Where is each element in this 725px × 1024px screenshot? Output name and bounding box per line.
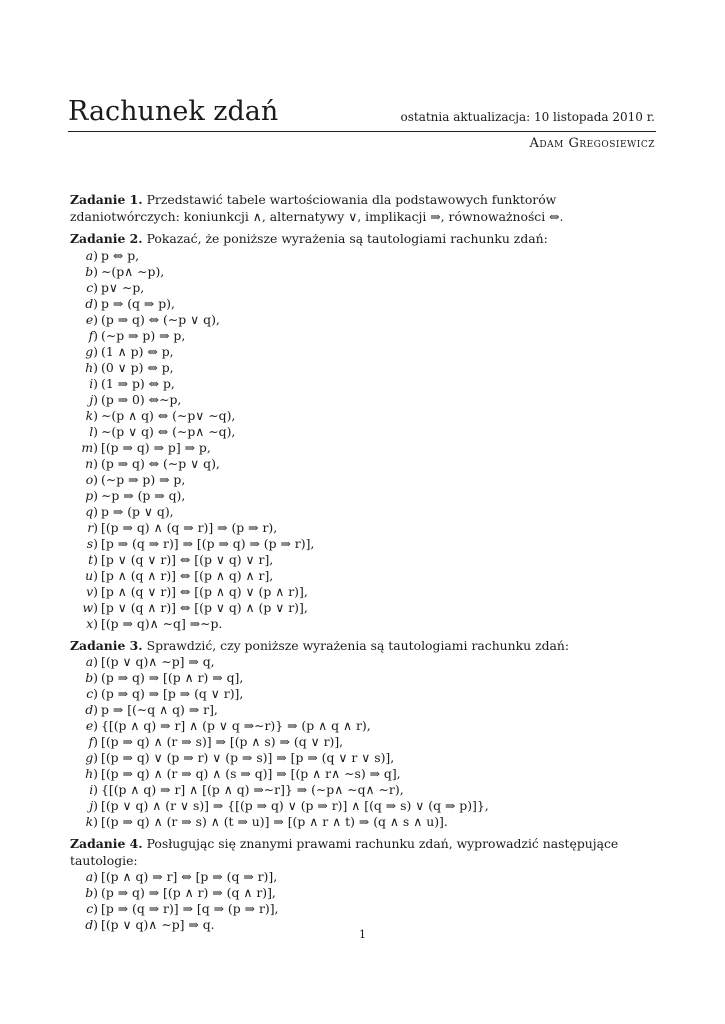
item-expression: (p ⇒ q) ⇔ (∼p ∨ q), bbox=[101, 455, 220, 471]
document-title: Rachunek zdań bbox=[68, 96, 279, 127]
expression-item bbox=[70, 552, 660, 568]
item-expression: [(p ∧ q) ⇒ r] ⇔ [p ⇒ (q ⇒ r)], bbox=[101, 869, 278, 884]
item-label: a ) bbox=[70, 869, 98, 885]
item-label: j ) bbox=[70, 798, 98, 814]
item-expression: p ⇒ [(∼q ∧ q) ⇒ r], bbox=[101, 702, 218, 717]
expression-item bbox=[70, 734, 660, 750]
expression-item bbox=[70, 686, 660, 702]
task-4 bbox=[70, 836, 660, 933]
expression-item bbox=[70, 766, 660, 782]
item-expression: p ⇒ (q ⇒ p), bbox=[101, 295, 175, 311]
expression-item bbox=[70, 782, 660, 798]
item-expression: [p ⇒ (q ⇒ r)] ⇒ [(p ⇒ q) ⇒ (p ⇒ r)], bbox=[101, 535, 315, 551]
item-label: b ) bbox=[70, 885, 98, 901]
expression-item bbox=[70, 248, 660, 264]
expression-item bbox=[70, 504, 660, 520]
expression-item bbox=[70, 488, 660, 504]
item-expression: ∼p ⇒ (p ⇒ q), bbox=[101, 487, 186, 503]
item-label: n ) bbox=[70, 456, 98, 472]
item-expression: (p ⇒ q) ⇔ (∼p ∨ q), bbox=[101, 311, 220, 327]
item-label: d ) bbox=[70, 296, 98, 312]
item-label: e ) bbox=[70, 312, 98, 328]
expression-item bbox=[70, 869, 660, 885]
item-label: s ) bbox=[70, 536, 98, 552]
item-expression: (1 ∧ p) ⇔ p, bbox=[101, 343, 174, 359]
item-expression: [p ∧ (q ∧ r)] ⇔ [(p ∧ q) ∧ r], bbox=[101, 567, 274, 583]
item-expression: [p ∨ (q ∧ r)] ⇔ [(p ∨ q) ∧ (p ∨ r)], bbox=[101, 599, 308, 615]
item-expression: [p ∧ (q ∨ r)] ⇔ [(p ∧ q) ∨ (p ∧ r)], bbox=[101, 583, 308, 599]
item-expression: (1 ⇒ p) ⇔ p, bbox=[101, 375, 175, 391]
expression-item bbox=[70, 264, 660, 280]
expression-item bbox=[70, 280, 660, 296]
expression-item bbox=[70, 360, 660, 376]
expression-list bbox=[70, 869, 660, 933]
item-expression: [(p ⇒ q) ∧ (r ⇒ s)] ⇒ [(p ∧ s) ⇒ (q ∨ r)], bbox=[101, 734, 344, 749]
item-label: c ) bbox=[70, 901, 98, 917]
expression-list bbox=[70, 248, 660, 632]
item-expression: p ⇒ (p ∨ q), bbox=[101, 503, 174, 519]
expression-item bbox=[70, 520, 660, 536]
expression-item bbox=[70, 750, 660, 766]
expression-item bbox=[70, 718, 660, 734]
item-label: k ) bbox=[70, 814, 98, 830]
item-label: o ) bbox=[70, 472, 98, 488]
item-label: b ) bbox=[70, 670, 98, 686]
expression-item bbox=[70, 584, 660, 600]
task-text: Pokazać, że poniższe wyrażenia są tautologiami rachunku zdań: bbox=[146, 231, 548, 246]
item-label: b ) bbox=[70, 264, 98, 280]
item-expression: p∨ ∼p, bbox=[101, 279, 145, 295]
task-text: Sprawdzić, czy poniższe wyrażenia są tautologiami rachunku zdań: bbox=[146, 637, 570, 653]
item-label: i ) bbox=[70, 782, 98, 798]
item-label: h ) bbox=[70, 766, 98, 782]
item-expression: [(p ∨ q)∧ ∼p] ⇒ q. bbox=[101, 917, 215, 932]
item-expression: {[(p ∧ q) ⇒ r] ∧ (p ∨ q ⇒∼r)} ⇒ (p ∧ q ∧ r), bbox=[101, 718, 371, 733]
expression-item bbox=[70, 654, 660, 670]
item-expression: [(p ⇒ q) ∧ (r ⇒ s) ∧ (t ⇒ u)] ⇒ [(p ∧ r ∧ t) ⇒ (q ∧ s ∧ u)]. bbox=[101, 814, 448, 829]
expression-item bbox=[70, 814, 660, 830]
item-label: a ) bbox=[70, 654, 98, 670]
task-label: Zadanie 4. bbox=[70, 836, 143, 851]
expression-item bbox=[70, 901, 660, 917]
item-label: d ) bbox=[70, 702, 98, 718]
task-label: Zadanie 2. bbox=[70, 231, 143, 246]
expression-item bbox=[70, 885, 660, 901]
expression-item bbox=[70, 376, 660, 392]
item-label: w ) bbox=[70, 600, 98, 616]
item-label: t ) bbox=[70, 552, 98, 568]
expression-item bbox=[70, 456, 660, 472]
item-label: c ) bbox=[70, 686, 98, 702]
task-list bbox=[70, 192, 660, 939]
expression-list bbox=[70, 654, 660, 830]
item-label: k ) bbox=[70, 408, 98, 424]
item-label: v ) bbox=[70, 584, 98, 600]
item-label: l ) bbox=[70, 424, 98, 440]
expression-item bbox=[70, 312, 660, 328]
expression-item bbox=[70, 568, 660, 584]
expression-item bbox=[70, 536, 660, 552]
expression-item bbox=[70, 702, 660, 718]
expression-item bbox=[70, 344, 660, 360]
item-label: g ) bbox=[70, 344, 98, 360]
expression-item bbox=[70, 798, 660, 814]
item-expression: (∼p ⇒ p) ⇒ p, bbox=[101, 327, 186, 343]
item-expression: [(p ∨ q)∧ ∼p] ⇒ q, bbox=[101, 654, 215, 669]
header-rule bbox=[68, 131, 656, 132]
expression-item bbox=[70, 440, 660, 456]
item-label: p ) bbox=[70, 488, 98, 504]
task-label: Zadanie 1. bbox=[70, 192, 143, 207]
item-expression: [(p ∨ q) ∧ (r ∨ s)] ⇒ {[(p ⇒ q) ∨ (p ⇒ r)] ∧ [(q ⇒ s) ∨ (q ⇒ p)]}, bbox=[101, 798, 489, 813]
item-expression: ∼(p ∨ q) ⇔ (∼p∧ ∼q), bbox=[101, 423, 236, 439]
item-expression: (p ⇒ q) ⇒ [p ⇒ (q ∨ r)], bbox=[101, 686, 244, 701]
expression-item bbox=[70, 424, 660, 440]
task-1 bbox=[70, 192, 660, 225]
expression-item bbox=[70, 328, 660, 344]
expression-item bbox=[70, 600, 660, 616]
expression-item bbox=[70, 408, 660, 424]
item-label: j ) bbox=[70, 392, 98, 408]
item-label: q ) bbox=[70, 504, 98, 520]
task-text: Przedstawić tabele wartościowania dla podstawowych funktorów zdaniotwórczych: koniunkcji ∧, alternatywy ∨, implikacji ⇒, równoważności ⇔. bbox=[70, 192, 564, 224]
item-expression: p ⇔ p, bbox=[101, 247, 140, 263]
item-expression: (0 ∨ p) ⇔ p, bbox=[101, 359, 174, 375]
item-expression: {[(p ∧ q) ⇒ r] ∧ [(p ∧ q) ⇒∼r]} ⇒ (∼p∧ ∼q∧ ∼r), bbox=[101, 782, 404, 797]
item-label: f ) bbox=[70, 734, 98, 750]
author-name: Adam Gregosiewicz bbox=[529, 136, 655, 151]
item-expression: [(p ⇒ q) ⇒ p] ⇒ p, bbox=[101, 439, 211, 455]
item-label: e ) bbox=[70, 718, 98, 734]
item-expression: (p ⇒ 0) ⇔∼p, bbox=[101, 391, 182, 407]
item-label: f ) bbox=[70, 328, 98, 344]
item-label: i ) bbox=[70, 376, 98, 392]
expression-item bbox=[70, 670, 660, 686]
item-expression: [p ∨ (q ∨ r)] ⇔ [(p ∨ q) ∨ r], bbox=[101, 551, 274, 567]
item-expression: [(p ⇒ q) ∧ (r ⇒ q) ∧ (s ⇒ q)] ⇒ [(p ∧ r∧ ∼s) ⇒ q], bbox=[101, 766, 401, 781]
item-label: u ) bbox=[70, 568, 98, 584]
item-label: r ) bbox=[70, 520, 98, 536]
item-label: c ) bbox=[70, 280, 98, 296]
task-label: Zadanie 3. bbox=[70, 637, 143, 653]
task-text: Posługując się znanymi prawami rachunku zdań, wyprowadzić następujące tautologie: bbox=[70, 836, 619, 868]
item-expression: ∼(p∧ ∼p), bbox=[101, 263, 165, 279]
item-label: d ) bbox=[70, 917, 98, 933]
item-expression: [(p ⇒ q) ∨ (p ⇒ r) ∨ (p ⇒ s)] ⇒ [p ⇒ (q ∨ r ∨ s)], bbox=[101, 750, 395, 765]
item-expression: (∼p ⇒ p) ⇒ p, bbox=[101, 471, 186, 487]
item-expression: (p ⇒ q) ⇒ [(p ∧ r) ⇒ q], bbox=[101, 670, 244, 685]
item-label: m ) bbox=[70, 440, 98, 456]
item-expression: [p ⇒ (q ⇒ r)] ⇒ [q ⇒ (p ⇒ r)], bbox=[101, 901, 279, 916]
item-expression: ∼(p ∧ q) ⇔ (∼p∨ ∼q), bbox=[101, 407, 236, 423]
item-expression: (p ⇒ q) ⇒ [(p ∧ r) ⇒ (q ∧ r)], bbox=[101, 885, 276, 900]
item-label: h ) bbox=[70, 360, 98, 376]
item-label: x ) bbox=[70, 616, 98, 632]
expression-item bbox=[70, 616, 660, 632]
page-number: 1 bbox=[359, 928, 366, 941]
last-updated: ostatnia aktualizacja: 10 listopada 2010 r. bbox=[400, 110, 655, 124]
item-expression: [(p ⇒ q)∧ ∼q] ⇒∼p. bbox=[101, 615, 223, 631]
item-label: g ) bbox=[70, 750, 98, 766]
item-label: a ) bbox=[70, 248, 98, 264]
expression-item bbox=[70, 296, 660, 312]
task-3 bbox=[70, 638, 660, 831]
item-expression: [(p ⇒ q) ∧ (q ⇒ r)] ⇒ (p ⇒ r), bbox=[101, 519, 278, 535]
expression-item bbox=[70, 472, 660, 488]
expression-item bbox=[70, 392, 660, 408]
task-2 bbox=[70, 231, 660, 632]
